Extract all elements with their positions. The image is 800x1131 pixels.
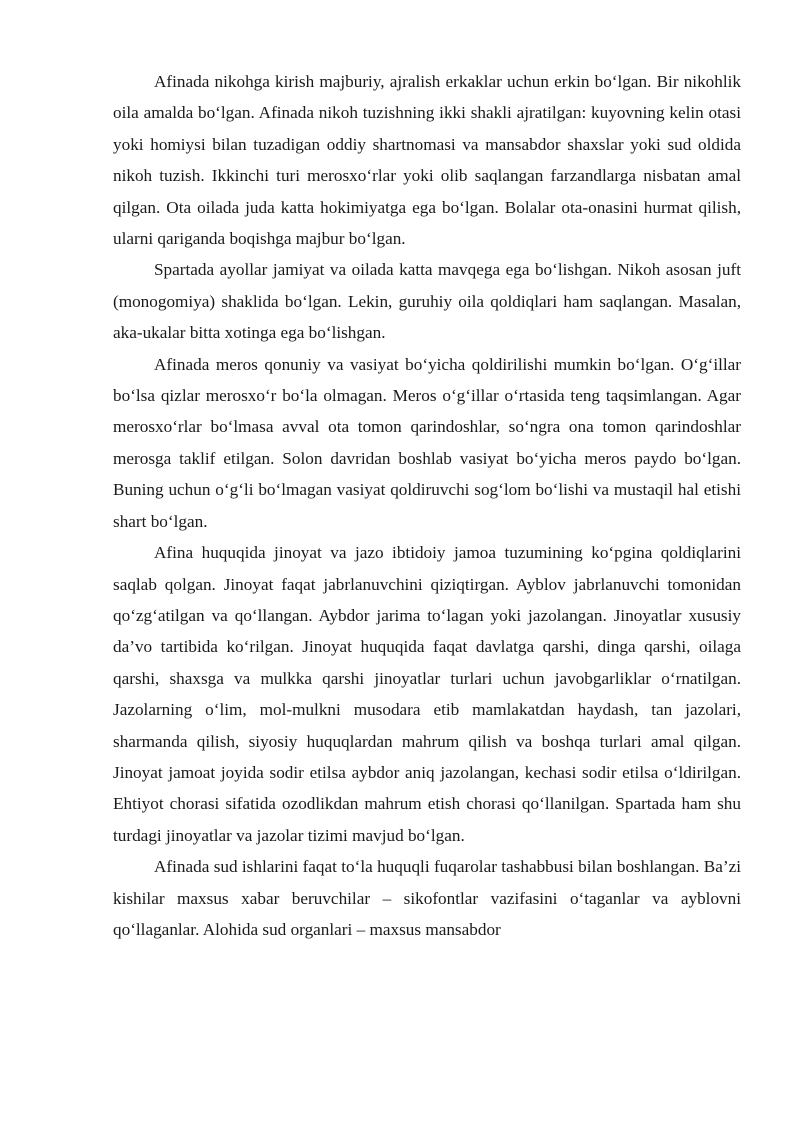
document-page: [113, 66, 741, 945]
paragraph-marriage-athens: Afinada nikohga kirish majburiy, ajralish erkaklar uchun erkin bo‘lgan. Bir nikohlik oila amalda bo‘lgan. Afinada nikoh tuzishning ikki shakli ajratilgan: kuyovning kelin otasi yoki homiysi bilan tuzadigan oddiy shartnomasi va mansabdor shaxslar yoki sud oldida nikoh tuzish. Ikkinchi turi merosxo‘rlar yoki olib saqlangan farzandlarga nisbatan amal qilgan. Ota oilada juda katta hokimiyatga ega bo‘lgan. Bolalar ota-onasini hurmat qilish, ularni qariganda boqishga majbur bo‘lgan.: [113, 72, 741, 249]
paragraph-sparta-women: Spartada ayollar jamiyat va oilada katta mavqega ega bo‘lishgan. Nikoh asosan juft (monogomiya) shaklida bo‘lgan. Lekin, guruhiy oila qoldiqlari ham saqlangan. Masalan, aka-ukalar bitta xotinga ega bo‘lishgan.: [113, 260, 741, 343]
paragraph-inheritance: Afinada meros qonuniy va vasiyat bo‘yicha qoldirilishi mumkin bo‘lgan. O‘g‘illar bo‘lsa qizlar merosxo‘r bo‘la olmagan. Meros o‘g‘illar o‘rtasida teng taqsimlangan. Agar merosxo‘rlar bo‘lmasa avval ota tomon qarindoshlar, so‘ngra ona tomon qarindoshlar merosga taklif etilgan. Solon davridan boshlab vasiyat bo‘yicha meros paydo bo‘lgan. Buning uchun o‘g‘li bo‘lmagan vasiyat qoldiruvchi sog‘lom bo‘lishi va mustaqil hal etishi shart bo‘lgan.: [113, 354, 741, 531]
paragraph-court-procedure: Afinada sud ishlarini faqat to‘la huquqli fuqarolar tashabbusi bilan boshlangan. Ba’zi kishilar maxsus xabar beruvchilar – sikofontlar vazifasini o‘taganlar va ayblovni qo‘llaganlar. Alohida sud organlari – maxsus mansabdor: [113, 857, 741, 939]
paragraph-crime-punishment: Afina huquqida jinoyat va jazo ibtidoiy jamoa tuzumining ko‘pgina qoldiqlarini saqlab qolgan. Jinoyat faqat jabrlanuvchini qiziqtirgan. Ayblov jabrlanuvchi tomonidan qo‘zg‘atilgan va qo‘llangan. Aybdor jarima to‘lagan yoki jazolangan. Jinoyatlar xususiy da’vo tartibida ko‘rilgan. Jinoyat huquqida faqat davlatga qarshi, dinga qarshi, oilaga qarshi, shaxsga va mulkka qarshi jinoyatlar turlari uchun javobgarliklar o‘rnatilgan. Jazolarning o‘lim, mol-mulkni musodara etib mamlakatdan haydash, tan jazolari, sharmanda qilish, siyosiy huquqlardan mahrum qilish va boshqa turlari amal qilgan. Jinoyat jamoat joyida sodir etilsa aybdor aniq jazolangan, kechasi sodir etilsa o‘ldirilgan. Ehtiyot chorasi sifatida ozodlikdan mahrum etish chorasi qo‘llanilgan. Spartada ham shu turdagi jinoyatlar va jazolar tizimi mavjud bo‘lgan.: [113, 543, 741, 845]
